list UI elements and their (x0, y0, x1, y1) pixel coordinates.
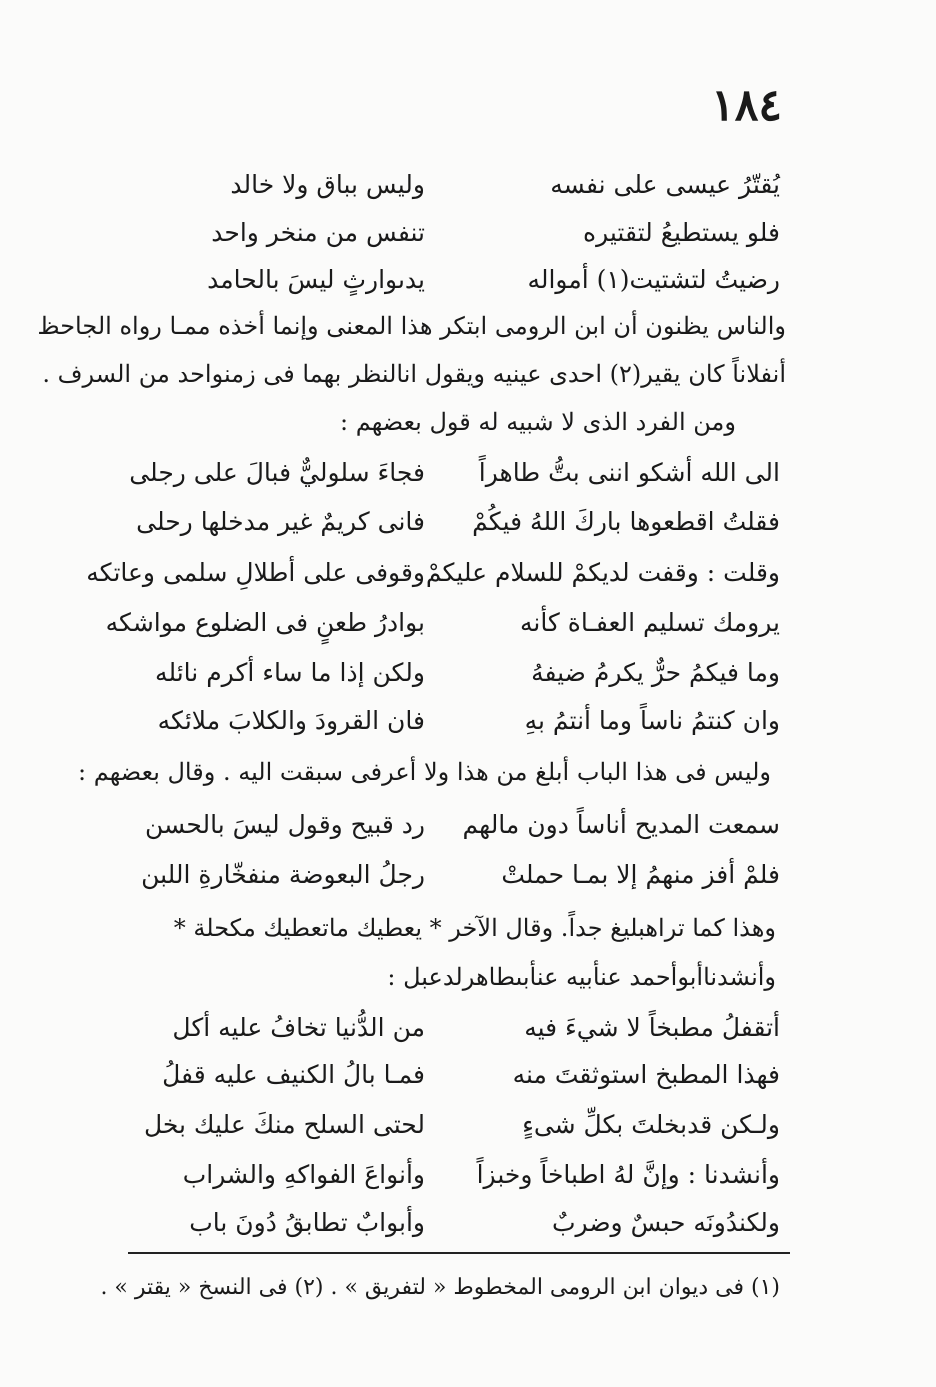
first-hemistich: الى الله أشكو اننى بتُّ طاهراً (478, 458, 780, 487)
prose-line: وأنشدناأبوأحمد عنأبيه عنأبىطاهرلدعبل : (387, 963, 776, 991)
first-hemistich: فهذا المطبخ استوثقتَ منه (512, 1060, 780, 1089)
first-hemistich: فلمْ أفز منهمُ إلا بمـا حملتْ (501, 860, 780, 889)
verse-line (155, 648, 780, 698)
first-hemistich: وأنشدنا : وإنَّ لهُ اطباخاً وخبزاً (476, 1160, 780, 1189)
second-hemistich: من الدُّنيا تخافُ عليه أكل (172, 1013, 425, 1042)
verse-line (160, 1198, 780, 1248)
verse-line (160, 255, 780, 305)
first-hemistich: وما فيكمُ حرٌّ يكرمُ ضيفهُ (531, 658, 780, 687)
verse-line (157, 696, 780, 746)
second-hemistich: فجاءَ سلوليٌّ فبالَ على رجلى (129, 458, 425, 487)
verse-line (145, 800, 780, 850)
second-hemistich: وقوفى على أطلالِ سلمى وعاتكه (86, 558, 425, 587)
first-hemistich: يُقتّرُ عيسى على نفسه (550, 170, 780, 199)
footnote: (١) فى ديوان ابن الرومى المخطوط « لتفريق » . (٢) فى النسخ « يقتر » . (100, 1275, 780, 1300)
verse-line (129, 448, 780, 498)
verse-line (136, 497, 780, 547)
second-hemistich: وليس بباق ولا خالد (230, 170, 425, 199)
second-hemistich: وأنواعَ الفواكهِ والشراب (182, 1160, 425, 1189)
first-hemistich: ولـكن قدبخلتَ بكلِّ شىءٍ (522, 1110, 780, 1139)
first-hemistich: فقلتُ اقطعوها باركَ اللهُ فيكُمْ (472, 507, 780, 536)
first-hemistich: سمعت المديح أناساً دون مالهم (462, 810, 780, 839)
first-hemistich: وقلت : وقفت لديكمْ للسلام عليكمْ (425, 558, 780, 587)
second-hemistich: رد قبيح وقول ليسَ بالحسن (145, 810, 425, 839)
prose-line: وليس فى هذا الباب أبلغ من هذا ولا أعرفى سبقت اليه . وقال بعضهم : (78, 758, 771, 786)
first-hemistich: وان كنتمُ ناساً وما أنتمُ بهِ (524, 706, 780, 735)
second-hemistich: وأبوابٌ تطابقُ دُونَ باب (189, 1208, 425, 1237)
page-number: ١٨٤ (711, 80, 782, 131)
first-hemistich: يرومك تسليم العفـاة كأنه (519, 608, 780, 637)
verse-line (160, 1150, 780, 1200)
second-hemistich: تنفس من منخر واحد (211, 218, 425, 247)
first-hemistich: ولكندُونَه حبسٌ وضربٌ (552, 1208, 780, 1237)
second-hemistich: بوادرُ طعنٍ فى الضلوع مواشكه (105, 608, 425, 637)
second-hemistich: لحتى السلح منكَ عليك بخل (143, 1110, 425, 1139)
second-hemistich: فان القرودَ والكلابَ ملائكه (157, 706, 425, 735)
second-hemistich: فانى كريمٌ غير مدخلها رحلى (136, 507, 425, 536)
second-hemistich: رجلُ البعوضة منفخّارةِ اللبن (141, 860, 425, 889)
prose-line: وهذا كما تراهبليغ جداً. وقال الآخر * يعطيك ماتعطيك مكحلة * (173, 914, 776, 942)
verse-line (160, 208, 780, 258)
first-hemistich: رضيتُ لتشتيت(١) أمواله (527, 265, 780, 294)
verse-line (160, 160, 780, 210)
prose-line: والناس يظنون أن ابن الرومى ابتكر هذا المعنى وإنما أخذه ممـا رواه الجاحظ (37, 312, 786, 340)
second-hemistich: فمـا بالُ الكنيف عليه قفلُ (162, 1060, 425, 1089)
verse-line (141, 850, 780, 900)
footnote-divider (128, 1252, 790, 1254)
second-hemistich: يدىوارثٍ ليسَ بالحامد (207, 265, 425, 294)
verse-line (160, 1050, 780, 1100)
prose-line: أنفلاناً كان يقير(٢) احدى عينيه ويقول انالنظر بهما فى زمنواحد من السرف . (42, 360, 786, 388)
verse-line (143, 1100, 780, 1150)
second-hemistich: ولكن إذا ما ساء أكرم نائله (155, 658, 425, 687)
first-hemistich: فلو يستطيعُ لتقتيره (583, 218, 780, 247)
first-hemistich: أتقفلُ مطبخاً لا شيءَ فيه (524, 1013, 780, 1042)
prose-line: ومن الفرد الذى لا شبيه له قول بعضهم : (340, 408, 736, 436)
verse-line (160, 1003, 780, 1053)
verse-line (105, 598, 780, 648)
verse-line (86, 548, 780, 598)
